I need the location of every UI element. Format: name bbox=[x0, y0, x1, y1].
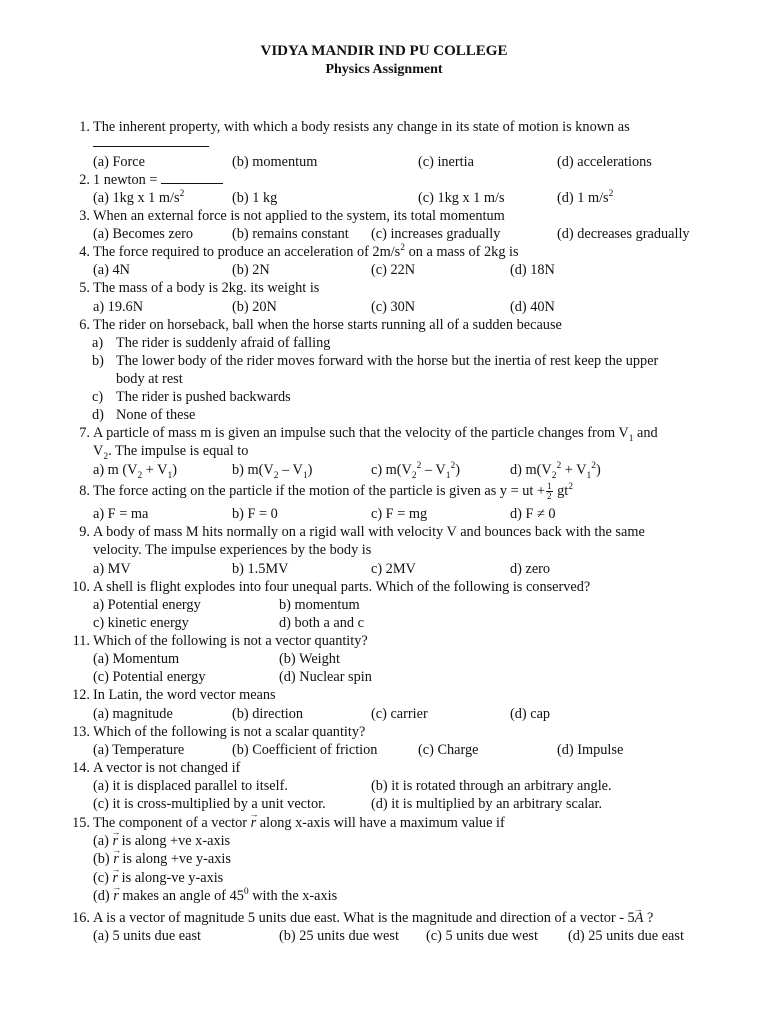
option: d) both a and c bbox=[279, 615, 364, 631]
question-text: A shell is flight explodes into four unequal parts. Which of the following is conserved? bbox=[93, 579, 591, 595]
option: d) $m(V_2^2 + V_1^2)$ bbox=[510, 461, 601, 481]
assignment-subtitle: Physics Assignment bbox=[325, 62, 443, 77]
question-text: 1 newton = bbox=[93, 171, 223, 189]
option-label: c) bbox=[92, 389, 104, 405]
question-number: 8. bbox=[79, 483, 90, 499]
option: (c) inertia bbox=[418, 154, 474, 170]
option: (b) remains constant bbox=[232, 226, 349, 242]
option: (c) 30N bbox=[371, 299, 416, 315]
option: (c) 1kg x 1 m/s bbox=[418, 190, 505, 206]
option: (d) it is multiplied by an arbitrary scalar. bbox=[371, 796, 603, 812]
option: (d) cap bbox=[510, 706, 551, 722]
option: (c) Potential energy bbox=[93, 669, 206, 685]
question-text: A body of mass M hits normally on a rigid wall with velocity V and bounces back with the same bbox=[93, 524, 645, 540]
option: (b) Weight bbox=[279, 651, 340, 667]
question-number: 12. bbox=[72, 687, 90, 703]
option: b) F = 0 bbox=[232, 506, 278, 522]
option: (b) 1 kg bbox=[232, 190, 278, 206]
option: (a) Becomes zero bbox=[93, 226, 194, 242]
option: (b) Coefficient of friction bbox=[232, 742, 378, 758]
option: a) MV bbox=[93, 561, 131, 577]
question-text: Which of the following is not a vector quantity? bbox=[93, 633, 368, 649]
option: (d) Nuclear spin bbox=[279, 669, 372, 685]
option: (a) magnitude bbox=[93, 706, 173, 722]
option: (c) 22N bbox=[371, 262, 416, 278]
option: (a) 5 units due east bbox=[93, 928, 201, 944]
question-text: When an external force is not applied to the system, its total momentum bbox=[93, 208, 505, 224]
option: c) F = mg bbox=[371, 506, 428, 522]
option: a) 19.6N bbox=[93, 299, 144, 315]
option: d) zero bbox=[510, 561, 551, 577]
question-number: 9. bbox=[79, 524, 90, 540]
option: a) F = ma bbox=[93, 506, 149, 522]
option: (b) direction bbox=[232, 706, 304, 722]
option: (b) 2N bbox=[232, 262, 270, 278]
question-text: The inherent property, with which a body resists any change in its state of motion is known as bbox=[93, 119, 630, 135]
option: (c) increases gradually bbox=[371, 226, 501, 242]
option: a) Potential energy bbox=[93, 597, 201, 613]
question-number: 16. bbox=[72, 910, 90, 926]
option: (a) it is displaced parallel to itself. bbox=[93, 778, 288, 794]
question-number: 5. bbox=[79, 280, 90, 296]
option: (b) it is rotated through an arbitrary angle. bbox=[371, 778, 612, 794]
option: (c) → r is along-ve y-axis bbox=[93, 869, 223, 887]
option: b) momentum bbox=[279, 597, 360, 613]
question-text: The rider on horseback, ball when the horse starts running all of a sudden because bbox=[93, 317, 562, 333]
option: (d) decreases gradually bbox=[557, 226, 690, 242]
option: b) $m(V_2 - V_1)$ bbox=[232, 462, 313, 481]
question-text: A is a vector of magnitude 5 units due east. What is the magnitude and direction of a vector - 5→ A ? bbox=[93, 909, 653, 927]
option-label: a) bbox=[92, 335, 104, 351]
option: None of these bbox=[116, 407, 196, 423]
question-text-continued: velocity. The impulse experiences by the body is bbox=[93, 542, 372, 558]
option: (c) carrier bbox=[371, 706, 428, 722]
option: d) F ≠ 0 bbox=[510, 506, 556, 522]
option: (b) 25 units due west bbox=[279, 928, 399, 944]
question-text: The force required to produce an acceleration of $2m/s^2$ on a mass of 2kg is bbox=[93, 243, 519, 260]
question-text: A particle of mass m is given an impulse such that the velocity of the particle changes from $V_1$ and bbox=[93, 425, 658, 444]
question-text: The mass of a body is 2kg. its weight is bbox=[93, 280, 320, 296]
question-number: 3. bbox=[79, 208, 90, 224]
option: (c) Charge bbox=[418, 742, 479, 758]
fraction-one-half: $\frac{1}{2}$ bbox=[547, 481, 552, 502]
option: (b) 20N bbox=[232, 299, 277, 315]
option: The rider is pushed backwards bbox=[116, 389, 291, 405]
question-number: 14. bbox=[72, 760, 90, 776]
question-number: 6. bbox=[79, 317, 90, 333]
option-label: b) bbox=[92, 353, 104, 369]
question-number: 10. bbox=[72, 579, 90, 595]
option: (d) 18N bbox=[510, 262, 555, 278]
question-text-continued: $V_2$. The impulse is equal to bbox=[93, 443, 249, 462]
option: (d) accelerations bbox=[557, 154, 652, 170]
option: (c) 5 units due west bbox=[426, 928, 538, 944]
option: (d) → r makes an angle of $45^0$ with the x-axis bbox=[93, 887, 337, 905]
option: (a) 4N bbox=[93, 262, 130, 278]
college-title: VIDYA MANDIR IND PU COLLEGE bbox=[260, 43, 508, 59]
question-text: Which of the following is not a scalar quantity? bbox=[93, 724, 366, 740]
option: (d) Impulse bbox=[557, 742, 624, 758]
option: (d) 25 units due east bbox=[568, 928, 684, 944]
option: (b) momentum bbox=[232, 154, 318, 170]
question-number: 4. bbox=[79, 244, 90, 260]
question-number: 15. bbox=[72, 815, 90, 831]
option: (a) Temperature bbox=[93, 742, 185, 758]
question-text: In Latin, the word vector means bbox=[93, 687, 276, 703]
option: c) 2MV bbox=[371, 561, 416, 577]
option-continued: body at rest bbox=[116, 371, 183, 387]
question-number: 13. bbox=[72, 724, 90, 740]
option: (d) 40N bbox=[510, 299, 555, 315]
question-number: 1. bbox=[79, 119, 90, 135]
question-number: 2. bbox=[79, 172, 90, 188]
answer-blank bbox=[93, 134, 209, 152]
option: c) kinetic energy bbox=[93, 615, 189, 631]
option: (a) → r is along +ve x-axis bbox=[93, 832, 230, 850]
option: a) m $(V_2 + V_1)$ bbox=[93, 462, 178, 481]
option: The rider is suddenly afraid of falling bbox=[116, 335, 331, 351]
question-number: 7. bbox=[79, 425, 90, 441]
question-text: The component of a vector → r along x-axis will have a maximum value if bbox=[93, 814, 505, 832]
option: b) 1.5MV bbox=[232, 561, 289, 577]
option: (a) 1kg x 1 $m/s^2$ bbox=[93, 189, 185, 206]
option: (a) Force bbox=[93, 154, 145, 170]
question-text: The force acting on the particle if the motion of the particle is given as y = ut + $\frac{1}{2}$ $gt^2$ bbox=[93, 481, 573, 502]
option: The lower body of the rider moves forward with the horse but the inertia of rest keep the upper bbox=[116, 353, 659, 369]
option: (d) 1 $m/s^2$ bbox=[557, 189, 614, 206]
option: c) $m(V_2^2 - V_1^2)$ bbox=[371, 461, 461, 481]
option: (b) → r is along +ve y-axis bbox=[93, 850, 231, 868]
option-label: d) bbox=[92, 407, 104, 423]
question-text: A vector is not changed if bbox=[93, 760, 241, 776]
option: (c) it is cross-multiplied by a unit vector. bbox=[93, 796, 326, 812]
option: (a) Momentum bbox=[93, 651, 180, 667]
question-number: 11. bbox=[72, 633, 90, 649]
